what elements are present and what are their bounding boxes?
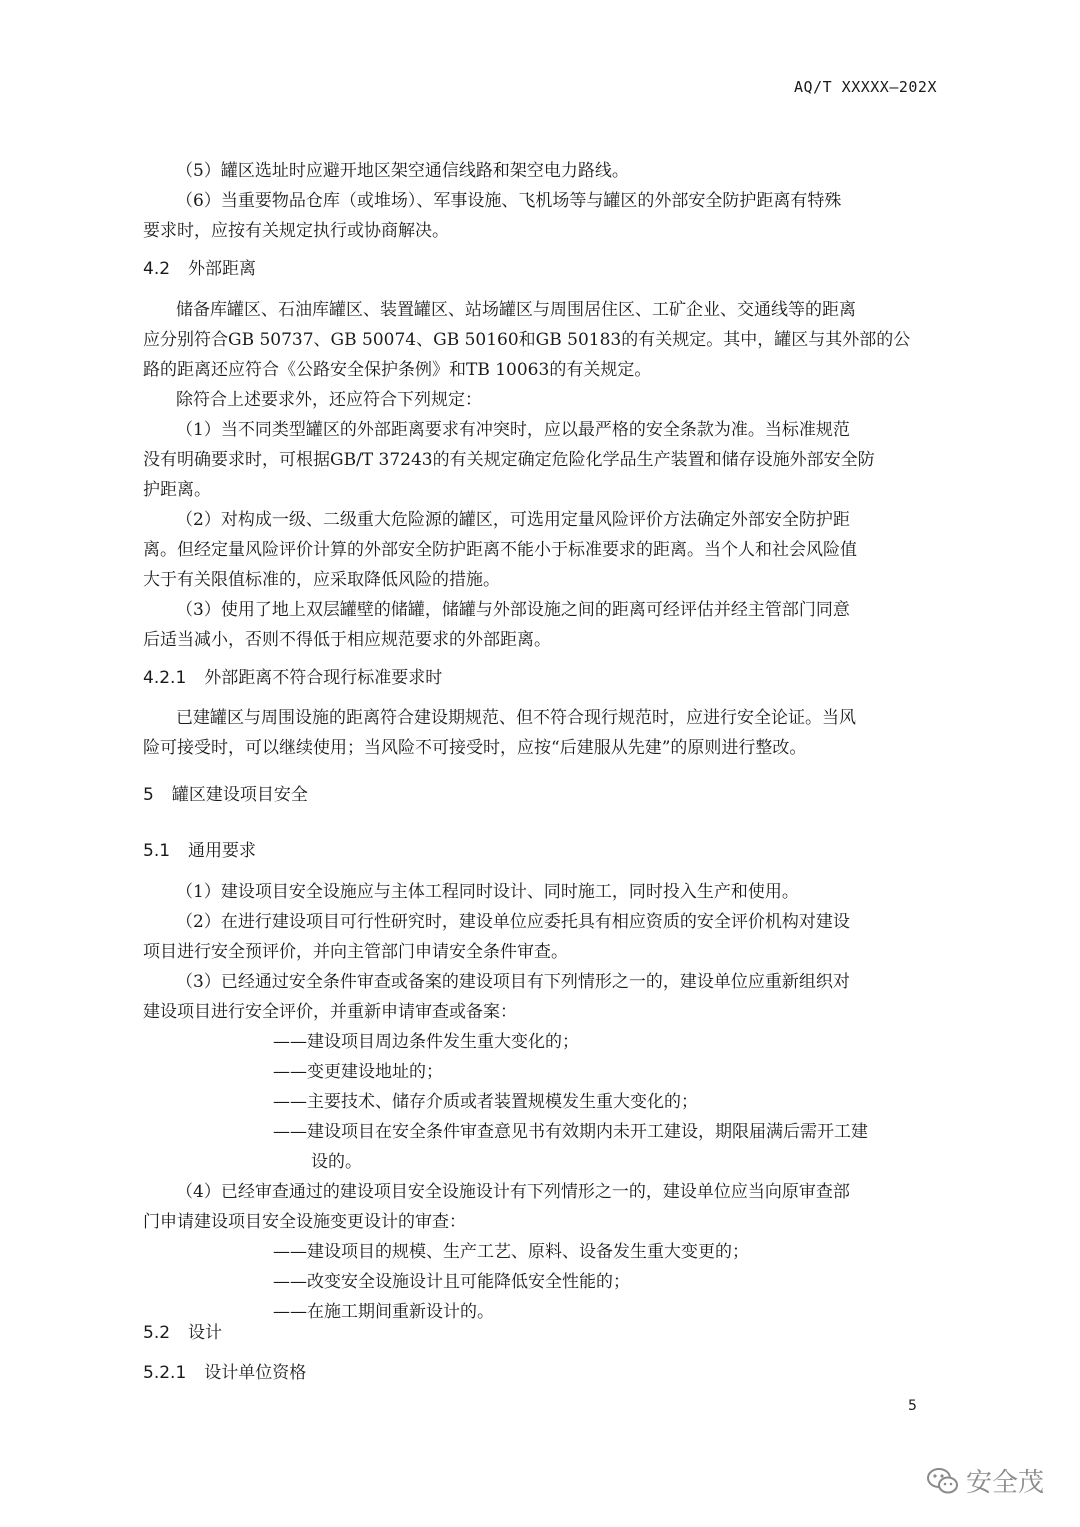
- paragraph-line: 离。但经定量风险评价计算的外部安全防护距离不能小于标准要求的距离。当个人和社会风险值: [143, 540, 857, 560]
- list-item: ——改变安全设施设计且可能降低安全性能的；: [273, 1272, 630, 1292]
- paragraph-line: （5）罐区选址时应避开地区架空通信线路和架空电力路线。: [176, 161, 629, 181]
- section-heading-5: [143, 780, 308, 810]
- section-heading-5-2: [143, 1318, 222, 1348]
- section-heading-5-1: [143, 836, 256, 866]
- paragraph-line: （6）当重要物品仓库（或堆场）、军事设施、飞机场等与罐区的外部安全防护距离有特殊: [176, 191, 842, 211]
- list-item: ——建设项目的规模、生产工艺、原料、设备发生重大变更的；: [273, 1242, 749, 1262]
- paragraph-line: （1）当不同类型罐区的外部距离要求有冲突时，应以最严格的安全条款为准。当标准规范: [176, 420, 850, 440]
- paragraph-line: 险可接受时，可以继续使用；当风险不可接受时，应按“后建服从先建”的原则进行整改。: [143, 738, 807, 758]
- watermark-text: 安全茂: [966, 1468, 1045, 1498]
- section-heading-4-2: [143, 254, 256, 284]
- section-heading-5-2-1: [143, 1358, 306, 1388]
- paragraph-line: （2）在进行建设项目可行性研究时，建设单位应委托具有相应资质的安全评价机构对建设: [176, 912, 850, 932]
- heading-title: 外部距离不符合现行标准要求时: [204, 668, 443, 688]
- section-heading-4-2-1: [143, 663, 442, 693]
- heading-title: 外部距离: [188, 259, 257, 279]
- paragraph-line: 除符合上述要求外，还应符合下列规定：: [176, 390, 482, 410]
- watermark: [926, 1462, 1044, 1499]
- paragraph-line: 项目进行安全预评价，并向主管部门申请安全条件审查。: [143, 942, 568, 962]
- heading-number: 4.2.1: [143, 668, 187, 688]
- paragraph-line: 门申请建设项目安全设施变更设计的审查：: [143, 1212, 466, 1232]
- paragraph-line: （3）已经通过安全条件审查或备案的建设项目有下列情形之一的，建设单位应重新组织对: [176, 972, 850, 992]
- list-item: ——建设项目周边条件发生重大变化的；: [273, 1032, 579, 1052]
- heading-number: 4.2: [143, 259, 171, 279]
- list-item: ——在施工期间重新设计的。: [273, 1302, 494, 1322]
- list-item: ——建设项目在安全条件审查意见书有效期内未开工建设，期限届满后需开工建: [273, 1122, 868, 1142]
- paragraph-line: 护距离。: [143, 480, 211, 500]
- paragraph-line: （2）对构成一级、二级重大危险源的罐区，可选用定量风险评价方法确定外部安全防护距: [176, 510, 850, 530]
- paragraph-line: 没有明确要求时，可根据GB/T 37243的有关规定确定危险化学品生产装置和储存设施外部安全防: [143, 450, 875, 470]
- paragraph-line: 建设项目进行安全评价，并重新申请审查或备案：: [143, 1002, 517, 1022]
- heading-title: 设计: [188, 1323, 223, 1343]
- heading-title: 罐区建设项目安全: [171, 785, 308, 805]
- paragraph-line: 要求时，应按有关规定执行或协商解决。: [143, 221, 449, 241]
- paragraph-line: 应分别符合GB 50737、GB 50074、GB 50160和GB 50183的有关规定。其中，罐区与其外部的公: [143, 330, 911, 350]
- heading-number: 5.2.1: [143, 1363, 187, 1383]
- wechat-icon: [926, 1466, 960, 1496]
- list-item: ——主要技术、储存介质或者装置规模发生重大变化的；: [273, 1092, 698, 1112]
- paragraph-line: （3）使用了地上双层罐壁的储罐，储罐与外部设施之间的距离可经评估并经主管部门同意: [176, 600, 850, 620]
- list-item-continuation: 设的。: [311, 1152, 362, 1172]
- list-item: ——变更建设地址的；: [273, 1062, 443, 1082]
- heading-title: 设计单位资格: [204, 1363, 307, 1383]
- paragraph-line: 路的距离还应符合《公路安全保护条例》和TB 10063的有关规定。: [143, 360, 652, 380]
- paragraph-line: 大于有关限值标准的，应采取降低风险的措施。: [143, 570, 500, 590]
- paragraph-line: （4）已经审查通过的建设项目安全设施设计有下列情形之一的，建设单位应当向原审查部: [176, 1182, 850, 1202]
- paragraph-line: 储备库罐区、石油库罐区、装置罐区、站场罐区与周围居住区、工矿企业、交通线等的距离: [176, 300, 856, 320]
- heading-title: 通用要求: [188, 841, 257, 861]
- paragraph-line: 已建罐区与周围设施的距离符合建设期规范、但不符合现行规范时，应进行安全论证。当风: [176, 708, 856, 728]
- heading-number: 5.2: [143, 1323, 171, 1343]
- heading-number: 5.1: [143, 841, 171, 861]
- page-number: 5: [908, 1398, 917, 1414]
- heading-number: 5: [143, 785, 154, 805]
- paragraph-line: （1）建设项目安全设施应与主体工程同时设计、同时施工，同时投入生产和使用。: [176, 882, 799, 902]
- paragraph-line: 后适当减小，否则不得低于相应规范要求的外部距离。: [143, 630, 551, 650]
- document-code: AQ/T XXXXX—202X: [794, 78, 937, 96]
